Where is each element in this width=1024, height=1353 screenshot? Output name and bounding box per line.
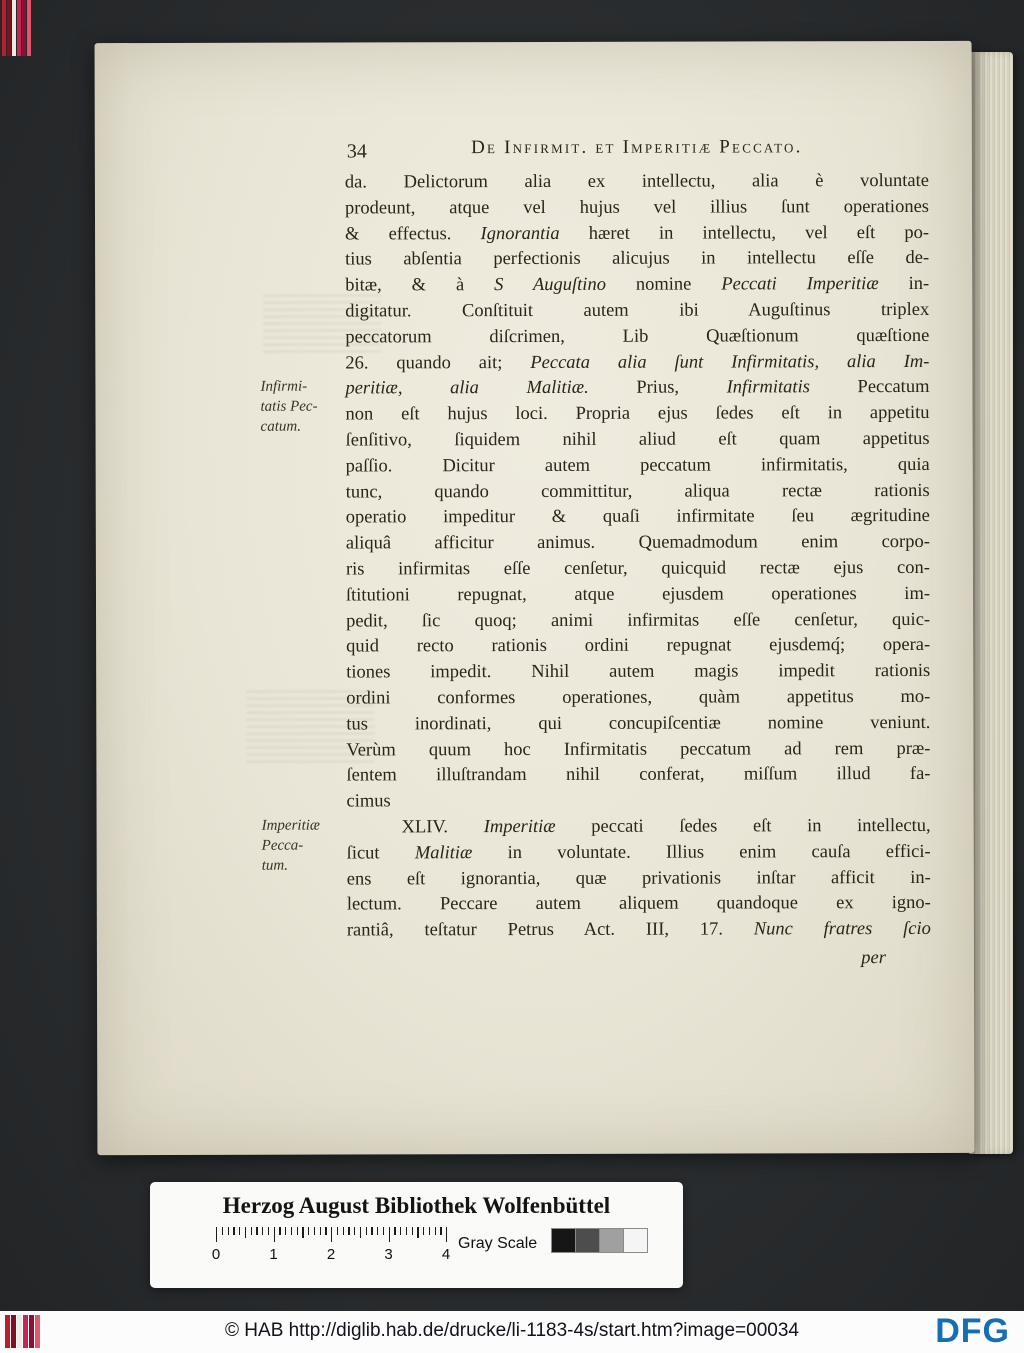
text-line xyxy=(345,401,929,428)
dfg-logo: DFG xyxy=(935,1312,1010,1350)
ruler-tick xyxy=(394,1227,395,1235)
text-segment: Peccati Imperitiæ xyxy=(721,274,879,295)
ruler-tick xyxy=(285,1227,286,1235)
text-segment: S Auguſtino xyxy=(494,274,606,296)
text-line xyxy=(347,840,931,867)
calibration-bar xyxy=(22,0,26,56)
ruler-tick xyxy=(446,1227,447,1242)
ruler-tick xyxy=(279,1227,280,1235)
text-line xyxy=(346,556,930,583)
ruler-numbers xyxy=(211,1246,454,1266)
ruler-tick xyxy=(274,1227,275,1242)
ruler-tick xyxy=(371,1227,372,1235)
text-segment: Nunc fratres ſcio xyxy=(753,919,931,940)
text-line xyxy=(345,324,929,351)
copyright-bar xyxy=(0,1311,1024,1353)
ruler-tick xyxy=(222,1227,223,1235)
text-line xyxy=(346,504,930,531)
ruler-tick xyxy=(228,1227,229,1235)
text-line xyxy=(345,298,929,325)
calibration-bar xyxy=(5,1315,10,1348)
text-line xyxy=(347,917,931,944)
ruler-number: 0 xyxy=(211,1246,221,1263)
text-segment: Malitiæ xyxy=(414,842,473,864)
text-segment: peccati ſedes eſt in intellectu, xyxy=(555,815,931,837)
ruler-number: 3 xyxy=(384,1246,393,1263)
text-segment: tius abſentia perfectionis alicujus in intellectu eſſe de- xyxy=(345,248,930,270)
text-line xyxy=(345,221,929,248)
text-segment: cimus xyxy=(346,791,391,812)
text-segment: hæret in intellectu, vel eſt po- xyxy=(559,222,930,244)
text-segment: Infirmitatis xyxy=(726,377,810,398)
calibration-bar xyxy=(11,1315,16,1348)
library-name: Herzog August Bibliothek Wolfenbüttel xyxy=(222,1193,611,1218)
text-segment: quid recto rationis ordini repugnat ejusdemq́; opera- xyxy=(346,635,931,657)
text-line xyxy=(346,427,930,454)
text-line xyxy=(346,633,930,660)
book-page xyxy=(95,41,975,1155)
book-fore-edge xyxy=(969,52,1013,1154)
text-line xyxy=(345,350,929,377)
gray-scale-patches xyxy=(552,1228,648,1253)
ruler-tick xyxy=(262,1227,263,1235)
text-segment: Peccatum xyxy=(809,377,930,398)
text-line xyxy=(346,736,930,763)
margin-note-infirmitatis xyxy=(260,376,345,436)
text-segment: ris infirmitas eſſe cenſetur, quicquid rectæ ejus con- xyxy=(345,557,930,580)
margin-note-line: Infirmi- xyxy=(260,378,308,395)
text-segment: Ignorantia xyxy=(480,223,560,244)
text-segment: XLIV. xyxy=(401,817,484,838)
ruler-tick xyxy=(291,1227,292,1235)
ruler-tick xyxy=(245,1227,246,1238)
ruler-ticks xyxy=(216,1227,454,1243)
text-segment: ſtitutioni repugnat, atque ejusdem operationes im- xyxy=(345,583,931,606)
ruler-tick xyxy=(354,1227,355,1235)
text-segment: Peccata alia ſunt Infirmitatis, alia Im- xyxy=(530,351,930,373)
calibration-bar xyxy=(2,0,6,56)
text-segment: bitæ, & à xyxy=(345,275,495,296)
ruler-tick xyxy=(320,1227,321,1235)
ruler-tick xyxy=(360,1227,361,1238)
ruler-tick xyxy=(429,1227,430,1235)
page-number: 34 xyxy=(346,140,367,163)
margin-note-line: Pecca- xyxy=(261,837,304,854)
ruler-tick xyxy=(297,1227,298,1235)
text-segment: ens eſt ignorantia, quæ privationis inſtar afficit in- xyxy=(346,867,931,890)
ruler-tick xyxy=(302,1227,303,1238)
color-calibration-strip-top xyxy=(2,0,32,56)
text-line xyxy=(345,272,929,299)
text-line xyxy=(346,762,930,789)
text-line xyxy=(347,814,931,841)
ruler-tick xyxy=(268,1227,269,1235)
ruler-number: 2 xyxy=(326,1246,336,1263)
margin-note-line: tatis Pec- xyxy=(260,398,318,415)
ruler-tick xyxy=(308,1227,309,1235)
ruler-tick xyxy=(440,1227,441,1235)
text-segment: ſenſitivo, ſiquidem nihil aliud eſt quam appetitus xyxy=(345,428,930,451)
gray-patch xyxy=(575,1228,600,1253)
text-segment: in- xyxy=(878,274,930,295)
ruler-tick xyxy=(337,1227,338,1235)
calibration-bar xyxy=(17,1315,22,1348)
ruler-tick xyxy=(383,1227,384,1235)
margin-note-line: tum. xyxy=(261,857,288,874)
calibration-bar xyxy=(35,1315,40,1348)
text-line xyxy=(346,685,930,712)
ruler-tick xyxy=(400,1227,401,1235)
ruler-tick xyxy=(216,1227,217,1242)
text-line xyxy=(346,479,930,506)
ruler-number: 4 xyxy=(441,1246,451,1263)
text-segment: tiones impedit. Nihil autem magis impedit rationis xyxy=(346,661,931,683)
text-segment: rantiâ, teſtatur Petrus Act. III, 17. xyxy=(346,919,754,941)
color-calibration-strip-bottom xyxy=(5,1315,41,1348)
copyright-text: © HAB http://diglib.hab.de/drucke/li-1183-4s/start.htm?image=00034 xyxy=(225,1320,799,1341)
text-segment: peccatorum diſcrimen, Lib Quæſtionum quæſtione xyxy=(345,325,930,348)
library-card xyxy=(150,1182,683,1288)
ruler-tick xyxy=(348,1227,349,1235)
text-segment: ordini conformes operationes, quàm appetitus mo- xyxy=(346,686,931,709)
text-line xyxy=(346,608,930,635)
calibration-bar xyxy=(17,0,21,56)
text-segment: da. Delictorum alia ex intellectu, alia è voluntate xyxy=(344,170,929,193)
ruler-number: 1 xyxy=(269,1246,278,1263)
ruler-tick xyxy=(251,1227,252,1235)
ruler-tick xyxy=(389,1227,390,1242)
text-segment: paſſio. Dicitur autem peccatum infirmitatis, quia xyxy=(345,454,930,477)
text-segment: tus inordinati, qui concupiſcentiæ nomine veniunt. xyxy=(346,712,931,735)
text-segment: in voluntate. Illius enim cauſa effici- xyxy=(472,841,931,863)
text-line xyxy=(347,865,931,892)
ruler-tick xyxy=(325,1227,326,1235)
text-segment: operatio impeditur & quaſi infirmitate ſeu ægritudine xyxy=(345,506,930,528)
ruler-tick xyxy=(423,1227,424,1235)
calibration-bar xyxy=(29,1315,34,1348)
ruler-tick xyxy=(417,1227,418,1238)
calibration-bar xyxy=(7,0,11,56)
ruler-tick xyxy=(366,1227,367,1235)
text-segment: aliquâ afficitur animus. Quemadmodum enim corpo- xyxy=(345,532,930,554)
ruler-tick xyxy=(406,1227,407,1235)
text-line xyxy=(346,530,930,557)
calibration-bar xyxy=(12,0,16,56)
text-line xyxy=(346,582,930,609)
ruler-tick xyxy=(377,1227,378,1235)
gray-patch xyxy=(623,1228,648,1253)
text-line xyxy=(346,659,930,686)
text-segment: non eſt hujus loci. Propria ejus ſedes eſt in appetitu xyxy=(345,403,930,425)
ruler-tick xyxy=(435,1227,436,1235)
text-segment: Imperitiæ xyxy=(483,816,556,838)
text-line xyxy=(345,375,929,402)
running-head: De Infirmit. et Imperitiæ Peccato. xyxy=(471,136,803,159)
margin-note-line: catum. xyxy=(260,418,301,435)
ruler-tick xyxy=(343,1227,344,1235)
text-segment: prodeunt, atque vel hujus vel illius ſunt operationes xyxy=(344,196,930,219)
catchword: per xyxy=(861,947,886,969)
text-segment: ſicut xyxy=(346,843,415,864)
text-line xyxy=(347,788,931,815)
ruler-tick xyxy=(331,1227,332,1242)
ruler-tick xyxy=(233,1227,234,1235)
text-segment: pedit, ſic quoq; animi infirmitas eſſe cenſetur, quic- xyxy=(346,609,931,632)
text-line xyxy=(346,453,930,480)
text-segment: tunc, quando committitur, aliqua rectæ rationis xyxy=(345,480,930,503)
text-segment: Prius, xyxy=(588,377,727,399)
calibration-bar xyxy=(27,0,31,56)
text-column xyxy=(345,136,931,970)
text-segment: 26. quando ait; xyxy=(345,352,531,374)
body-text xyxy=(345,169,931,944)
text-line xyxy=(347,891,931,918)
gray-patch xyxy=(599,1228,624,1253)
ruler-tick xyxy=(314,1227,315,1235)
page-header xyxy=(345,136,929,171)
ruler-tick xyxy=(239,1227,240,1235)
text-segment: peritiæ, alia Malitiæ. xyxy=(345,378,589,399)
text-line xyxy=(346,711,930,738)
text-segment: lectum. Peccare autem aliquem quandoque ex igno- xyxy=(346,893,931,915)
gray-patch xyxy=(551,1228,576,1253)
text-segment: Verùm quum hoc Infirmitatis peccatum ad rem præ- xyxy=(346,738,931,761)
text-line xyxy=(345,195,929,222)
ruler-scale xyxy=(211,1227,454,1273)
margin-note-line: Imperitiæ xyxy=(261,817,320,834)
calibration-bar xyxy=(23,1315,28,1348)
text-segment: nomine xyxy=(605,274,722,295)
ruler-tick xyxy=(256,1227,257,1235)
text-segment: ſentem illuſtrandam nihil conferat, miſſum illud fa- xyxy=(346,764,931,786)
scale-row xyxy=(150,1225,683,1277)
gray-scale-label: Gray Scale xyxy=(458,1235,538,1252)
text-segment: & effectus. xyxy=(345,223,481,245)
ruler-tick xyxy=(412,1227,413,1235)
text-line xyxy=(345,169,929,196)
margin-note-imperitiae xyxy=(262,815,347,875)
text-segment: digitatur. Conſtituit autem ibi Auguſtinus triplex xyxy=(345,299,930,322)
text-line xyxy=(345,246,929,273)
